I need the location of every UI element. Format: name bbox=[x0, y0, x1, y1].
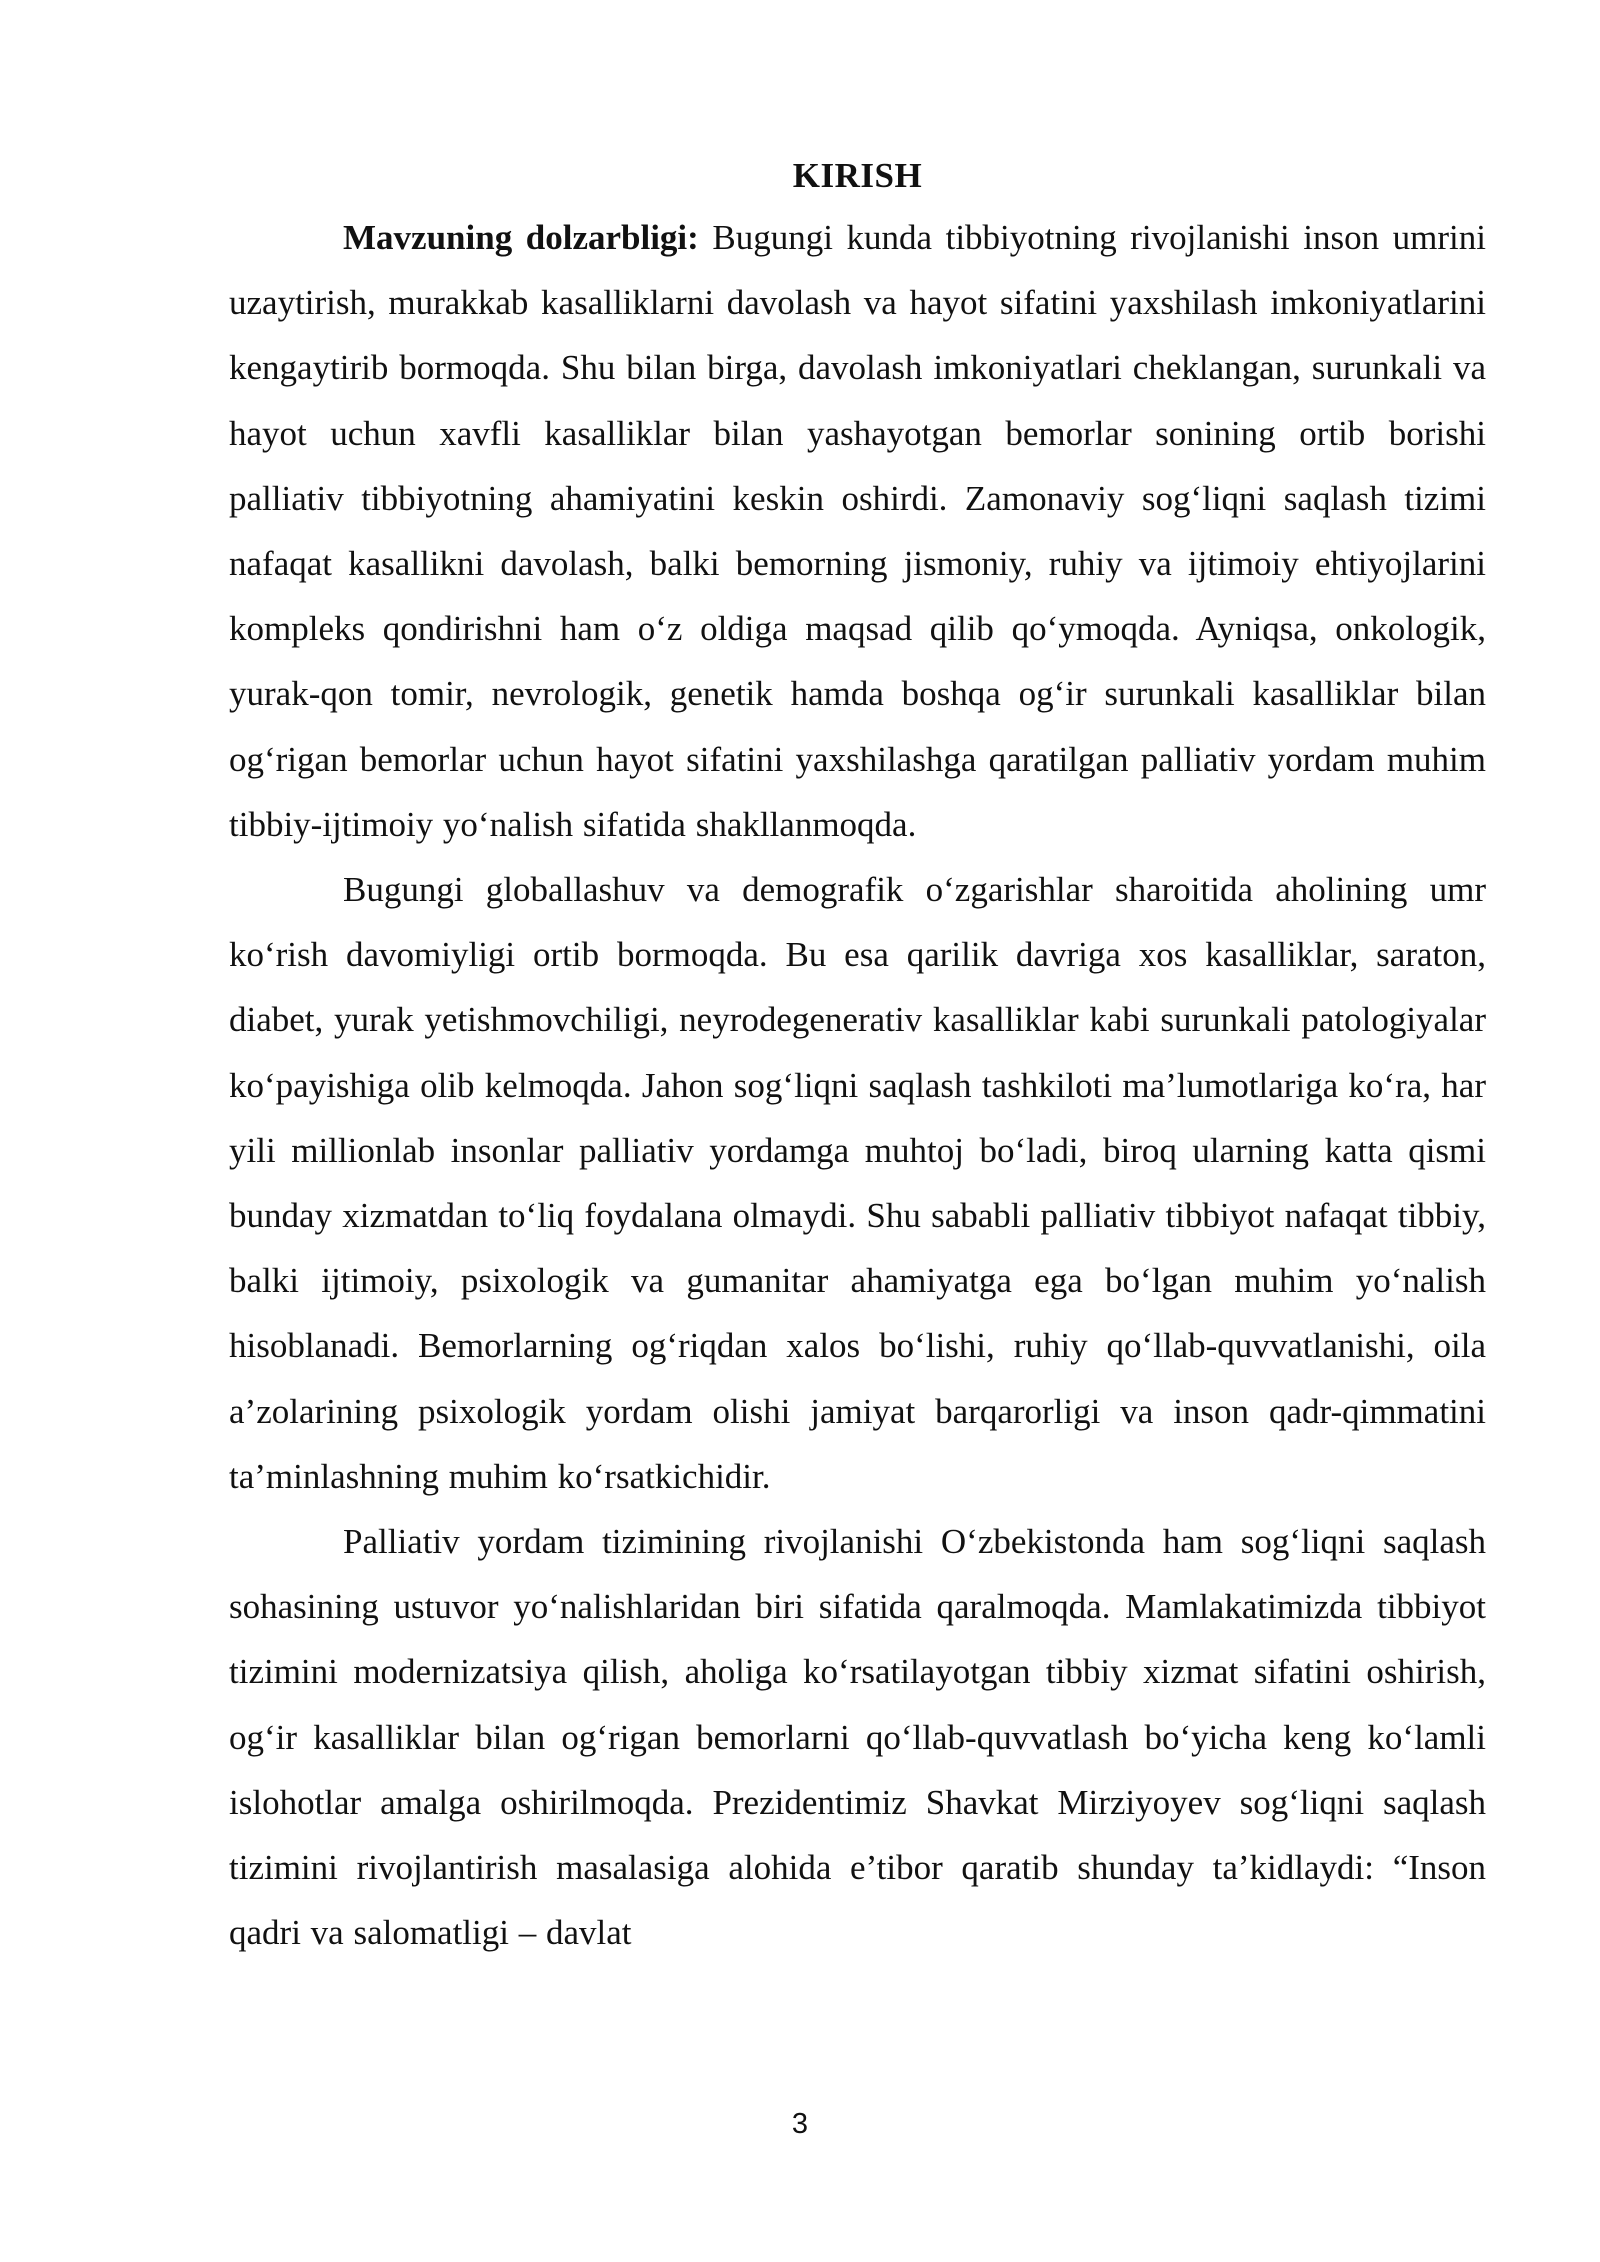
paragraph-text: Bugungi kunda tibbiyotning rivojlanishi inson umrini uzaytirish, murakkab kasalliklarni davolash va hayot sifatini yaxshilash imkoniyatlarini kengaytirib bormoqda. Shu bilan birga, davolash imkoniyatlari cheklangan, surunkali va hayot uchun xavfli kasalliklar bilan yashayotgan bemorlar sonining ortib borishi palliativ tibbiyotning ahamiyatini keskin oshirdi. Zamonaviy sog‘liqni saqlash tizimi nafaqat kasallikni davolash, balki bemorning jismoniy, ruhiy va ijtimoiy ehtiyojlarini kompleks qondirishni ham o‘z oldiga maqsad qilib qo‘ymoqda. Ayniqsa, onkologik, yurak-qon tomir, nevrologik, genetik hamda boshqa og‘ir surunkali kasalliklar bilan og‘rigan bemorlar uchun hayot sifatini yaxshilashga qaratilgan palliativ yordam muhim tibbiy-ijtimoiy yo‘nalish sifatida shakllanmoqda. bbox=[229, 218, 1487, 844]
section-heading: KIRISH bbox=[792, 156, 923, 195]
paragraph-relevance bbox=[229, 205, 1486, 857]
paragraph-uzbekistan: Palliativ yordam tizimining rivojlanishi O‘zbekistonda ham sog‘liqni saqlash sohasining ustuvor yo‘nalishlaridan biri sifatida qaralmoqda. Mamlakatimizda tibbiyot tizimini modernizatsiya qilish, aholiga ko‘rsatilayotgan tibbiy xizmat sifatini oshirish, og‘ir kasalliklar bilan og‘rigan bemorlarni qo‘llab-quvvatlash bo‘yicha keng ko‘lamli islohotlar amalga oshirilmoqda. Prezidentimiz Shavkat Mirziyoyev sog‘liqni saqlash tizimini rivojlantirish masalasiga alohida e’tibor qaratib shunday ta’kidlaydi: “Inson qadri va salomatligi – davlat bbox=[229, 1522, 1486, 1953]
page-number: 3 bbox=[791, 2108, 809, 2140]
page-content bbox=[229, 148, 1486, 1965]
paragraph-lead: Mavzuning dolzarbligi: bbox=[343, 218, 699, 257]
paragraph-demographics: Bugungi globallashuv va demografik o‘zgarishlar sharoitida aholining umr ko‘rish davomiyligi ortib bormoqda. Bu esa qarilik davriga xos kasalliklar, saraton, diabet, yurak yetishmovchiligi, neyrodegenerativ kasalliklar kabi surunkali patologiyalar ko‘payishiga olib kelmoqda. Jahon sog‘liqni saqlash tashkiloti ma’lumotlariga ko‘ra, har yili millionlab insonlar palliativ yordamga muhtoj bo‘ladi, biroq ularning katta qismi bunday xizmatdan to‘liq foydalana olmaydi. Shu sababli palliativ tibbiyot nafaqat tibbiy, balki ijtimoiy, psixologik va gumanitar ahamiyatga ega bo‘lgan muhim yo‘nalish hisoblanadi. Bemorlarning og‘riqdan xalos bo‘lishi, ruhiy qo‘llab-quvvatlanishi, oila a’zolarining psixologik yordam olishi jamiyat barqarorligi va inson qadr-qimmatini ta’minlashning muhim ko‘rsatkichidir. bbox=[229, 870, 1486, 1496]
